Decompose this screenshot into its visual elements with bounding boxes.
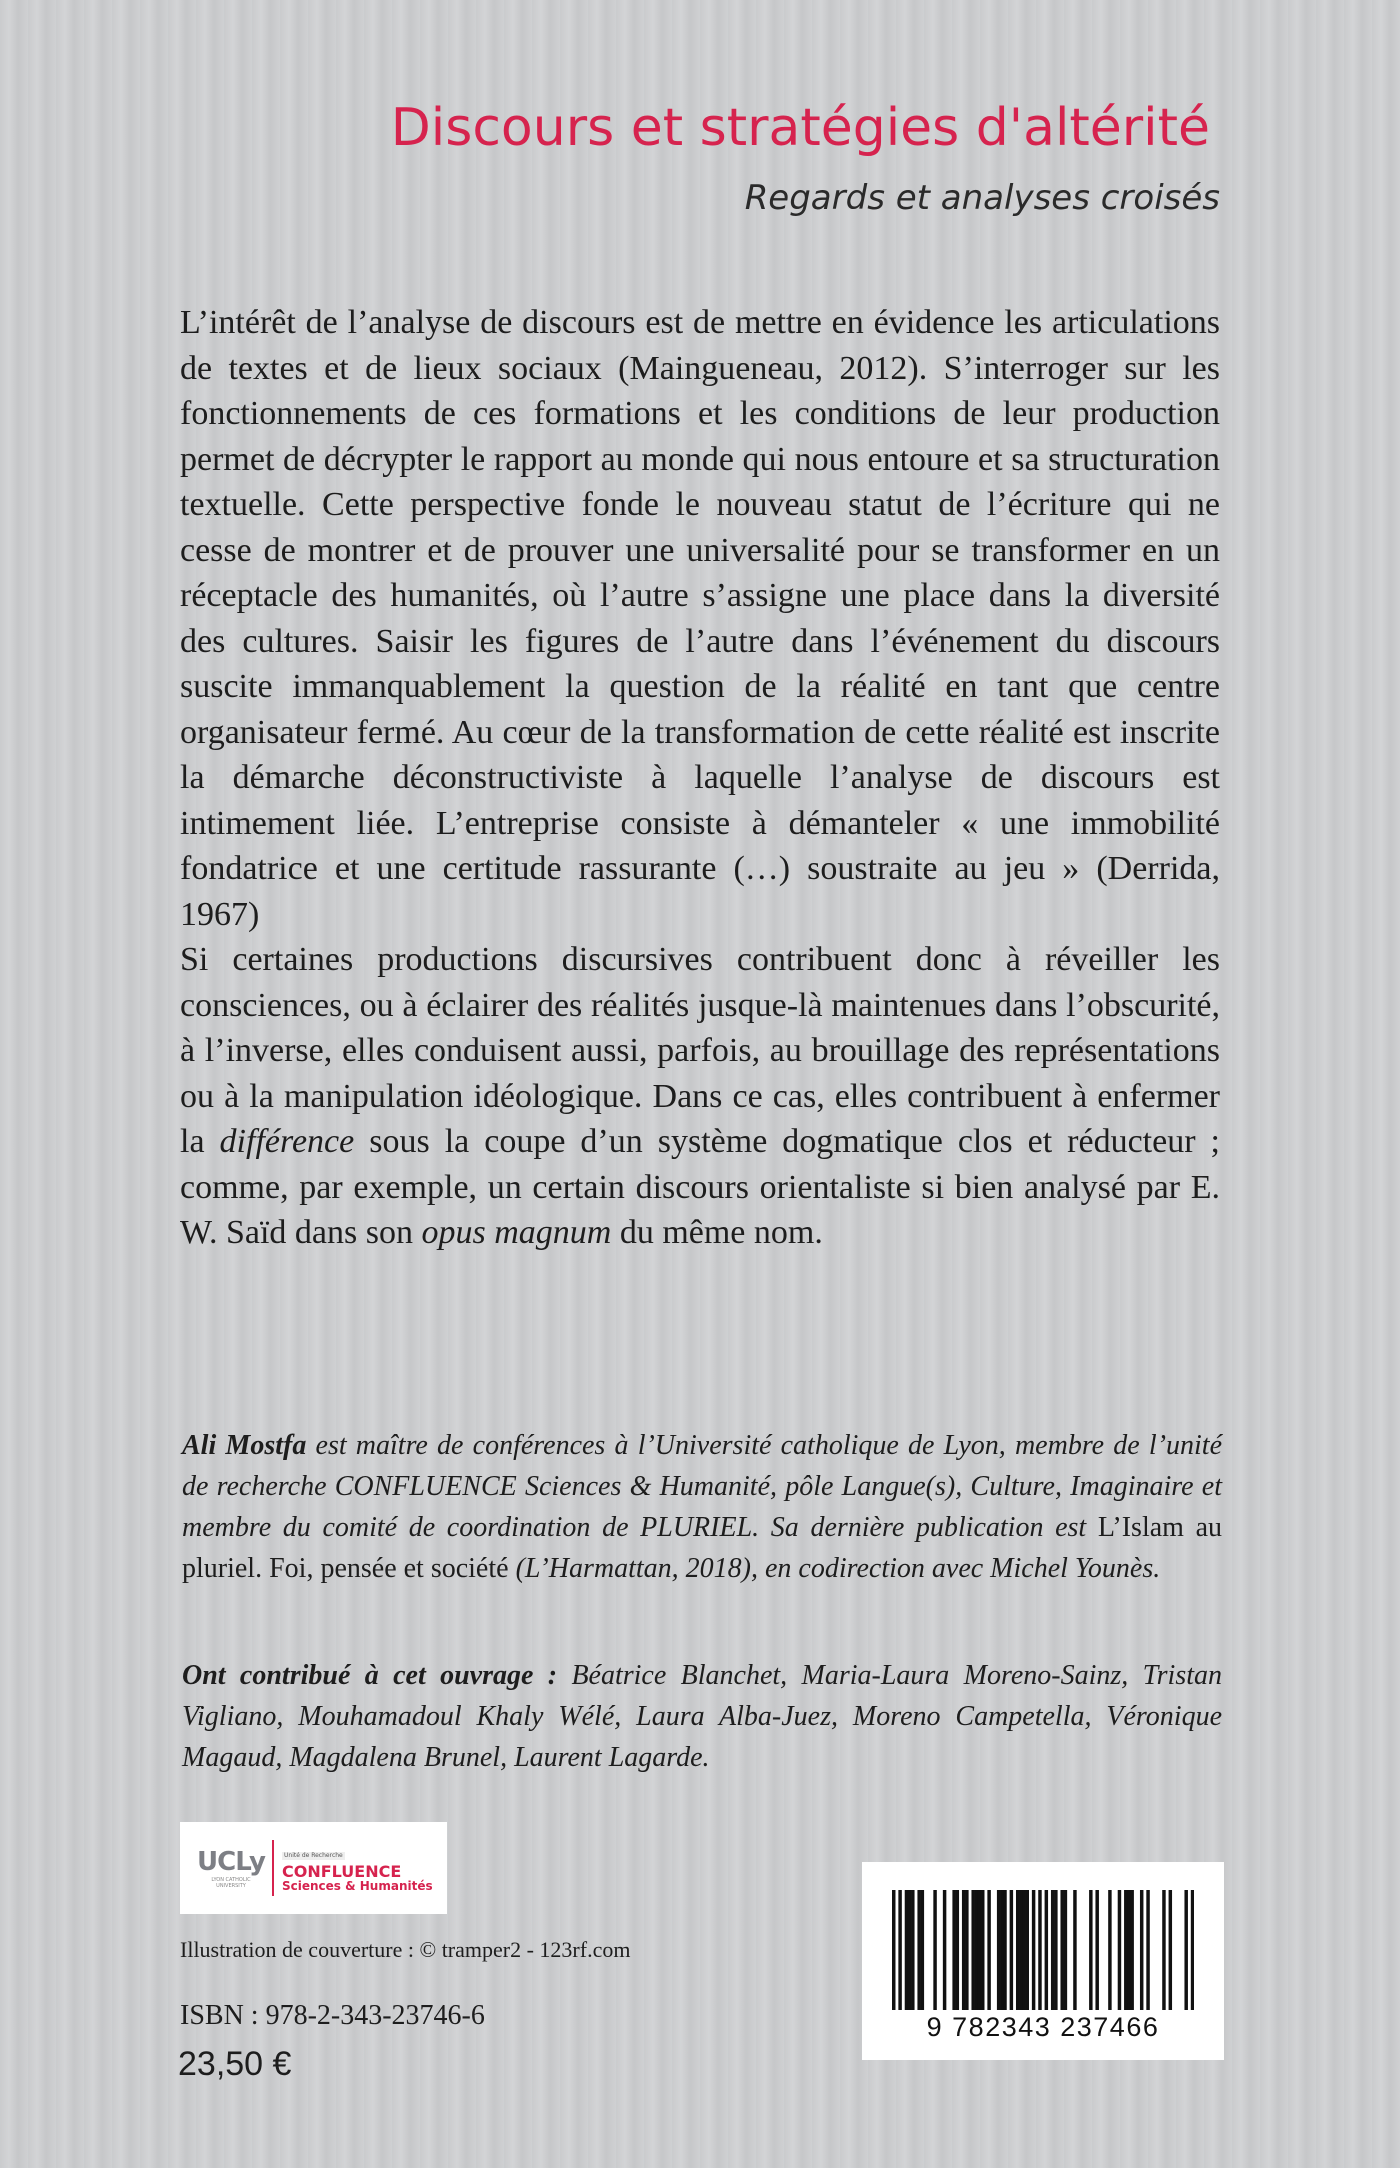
price: 23,50 € [178, 2045, 292, 2083]
publisher-logo [180, 1822, 447, 1914]
contributors-label: Ont contribué à cet ouvrage : [182, 1660, 558, 1691]
ucly-subtitle: LYON CATHOLIC UNIVERSITY [211, 1877, 251, 1889]
barcode-bar [1051, 1890, 1054, 2010]
blurb-text: du même nom. [611, 1214, 823, 1251]
emphasis-difference: différence [219, 1123, 355, 1160]
barcode-bar [1019, 1890, 1022, 2010]
confluence-subtitle: Sciences & Humanités [282, 1878, 433, 1893]
barcode-bar [921, 1890, 924, 2010]
barcode-bar [1127, 1890, 1130, 2010]
contributors-names: Béatrice Blanchet, Maria-Laura Moreno-Sainz, Tristan Vigliano, Mouhamadoul Khaly Wélé, Laura Alba-Juez, Moreno Campetella, Véronique Magaud, Magdalena Brunel, Laurent Lagarde. [182, 1660, 1223, 1773]
barcode-bar [1045, 1890, 1048, 2010]
unit-label: Unité de Recherche [284, 1851, 343, 1859]
barcode-bar [898, 1890, 901, 2010]
barcode-bar [1095, 1890, 1098, 2010]
book-title: Discours et stratégies d'altérité [390, 98, 1210, 158]
bio-text: est maître de conférences à l’Université catholique de Lyon, membre de l’unité de recherche CONFLUENCE Sciences & Humanité, pôle Langue(s), Culture, Imaginaire et membre du comité de coordination de PLURIEL. Sa dernière publication est [182, 1430, 1222, 1543]
barcode-bar [962, 1890, 965, 2010]
author-name: Ali Mostfa [182, 1430, 307, 1461]
barcode-bar [905, 1890, 908, 2010]
logo-divider [272, 1840, 274, 1896]
barcode-bar [933, 1890, 936, 2010]
barcode-bar [1010, 1890, 1013, 2010]
barcode-bar [1118, 1890, 1121, 2010]
ucly-wordmark: UCLy [197, 1847, 265, 1877]
blurb-text: sous la coupe d’un système dogmatique clos et réducteur ; comme, par exemple, un certain discours orientaliste si bien analysé par E. W. Saïd dans son [180, 1123, 1220, 1251]
barcode-bars [892, 1890, 1194, 2010]
barcode-bar [1026, 1890, 1029, 2010]
blurb-text: Si certaines productions discursives contribuent donc à réveiller les consciences, ou à éclairer des réalités jusque-là maintenues dans l’obscurité, à l’inverse, elles conduisent aussi, parfois, au brouillage des représentations ou à la manipulation idéologique. Dans ce cas, elles contribuent à enfermer la [180, 941, 1220, 1160]
barcode-bar [1089, 1890, 1092, 2010]
barcode-bar [1191, 1890, 1194, 2010]
barcode-bar [1060, 1890, 1063, 2010]
barcode [862, 1862, 1224, 2060]
barcode-bar [1054, 1890, 1057, 2010]
barcode-bar [1108, 1890, 1111, 2010]
barcode-bar [1169, 1890, 1172, 2010]
barcode-bar [965, 1890, 968, 2010]
bio-text: (L’Harmattan, 2018), en codirection avec Michel Younès. [508, 1553, 1161, 1584]
emphasis-opus-magnum: opus magnum [421, 1214, 612, 1251]
confluence-logo [282, 1845, 433, 1892]
barcode-bar [1003, 1890, 1006, 2010]
blurb-paragraph-2 [180, 937, 1220, 1256]
barcode-bar [1038, 1890, 1041, 2010]
barcode-bar [1162, 1890, 1165, 2010]
barcode-bar [1146, 1890, 1149, 2010]
barcode-bar [952, 1890, 955, 2010]
barcode-bar [1140, 1890, 1143, 2010]
isbn: ISBN : 978-2-343-23746-6 [180, 2000, 485, 2031]
barcode-bar [1073, 1890, 1076, 2010]
barcode-bar [1000, 1890, 1003, 2010]
barcode-bar [1016, 1890, 1019, 2010]
barcode-bar [911, 1890, 914, 2010]
barcode-bar [1032, 1890, 1035, 2010]
confluence-wordmark: CONFLUENCE [282, 1861, 402, 1881]
bio-book-title: L’Islam au pluriel. Foi, pensée et société [182, 1512, 1222, 1584]
author-bio [182, 1425, 1222, 1589]
blurb [180, 300, 1220, 1256]
barcode-bar [943, 1890, 946, 2010]
barcode-bar [981, 1890, 984, 2010]
barcode-bar [956, 1890, 959, 2010]
barcode-bar [978, 1890, 981, 2010]
barcode-bar [1130, 1890, 1133, 2010]
ucly-logo [196, 1847, 266, 1889]
barcode-bar [971, 1890, 974, 2010]
book-subtitle: Regards et analyses croisés [744, 178, 1220, 218]
barcode-bar [1064, 1890, 1067, 2010]
barcode-bar [1022, 1890, 1025, 2010]
blurb-paragraph-1: L’intérêt de l’analyse de discours est de mettre en évidence les articulations de textes et de lieux sociaux (Maingueneau, 2012). S’interroger sur les fonctionnements de ces formations et les conditions de leur production permet de décrypter le rapport au monde qui nous entoure et sa structuration textuelle. Cette perspective fonde le nouveau statut de l’écriture qui ne cesse de montrer et de prouver une universalité pour se transformer en un réceptacle des humanités, où l’autre s’assigne une place dans la diversité des cultures. Saisir les figures de l’autre dans l’événement du discours suscite immanquablement la question de la réalité en tant que centre organisateur fermé. Au cœur de la transformation de cette réalité est inscrite la démarche déconstructiviste à laquelle l’analyse de discours est intimement liée. L’entreprise consiste à démanteler « une immobilité fondatrice et une certitude rassurante (…) soustraite au jeu » (Derrida, 1967) [180, 304, 1220, 933]
barcode-bar [987, 1890, 990, 2010]
barcode-bar [908, 1890, 911, 2010]
barcode-bar [997, 1890, 1000, 2010]
barcode-bar [892, 1890, 895, 2010]
barcode-number: 9 782343 237466 [926, 2012, 1160, 2042]
barcode-bar [1124, 1890, 1127, 2010]
contributors [182, 1655, 1222, 1778]
barcode-bar [1184, 1890, 1187, 2010]
barcode-bar [975, 1890, 978, 2010]
cover-illustration-credit: Illustration de couverture : © tramper2 - 123rf.com [180, 1937, 631, 1962]
barcode-bar [917, 1890, 920, 2010]
